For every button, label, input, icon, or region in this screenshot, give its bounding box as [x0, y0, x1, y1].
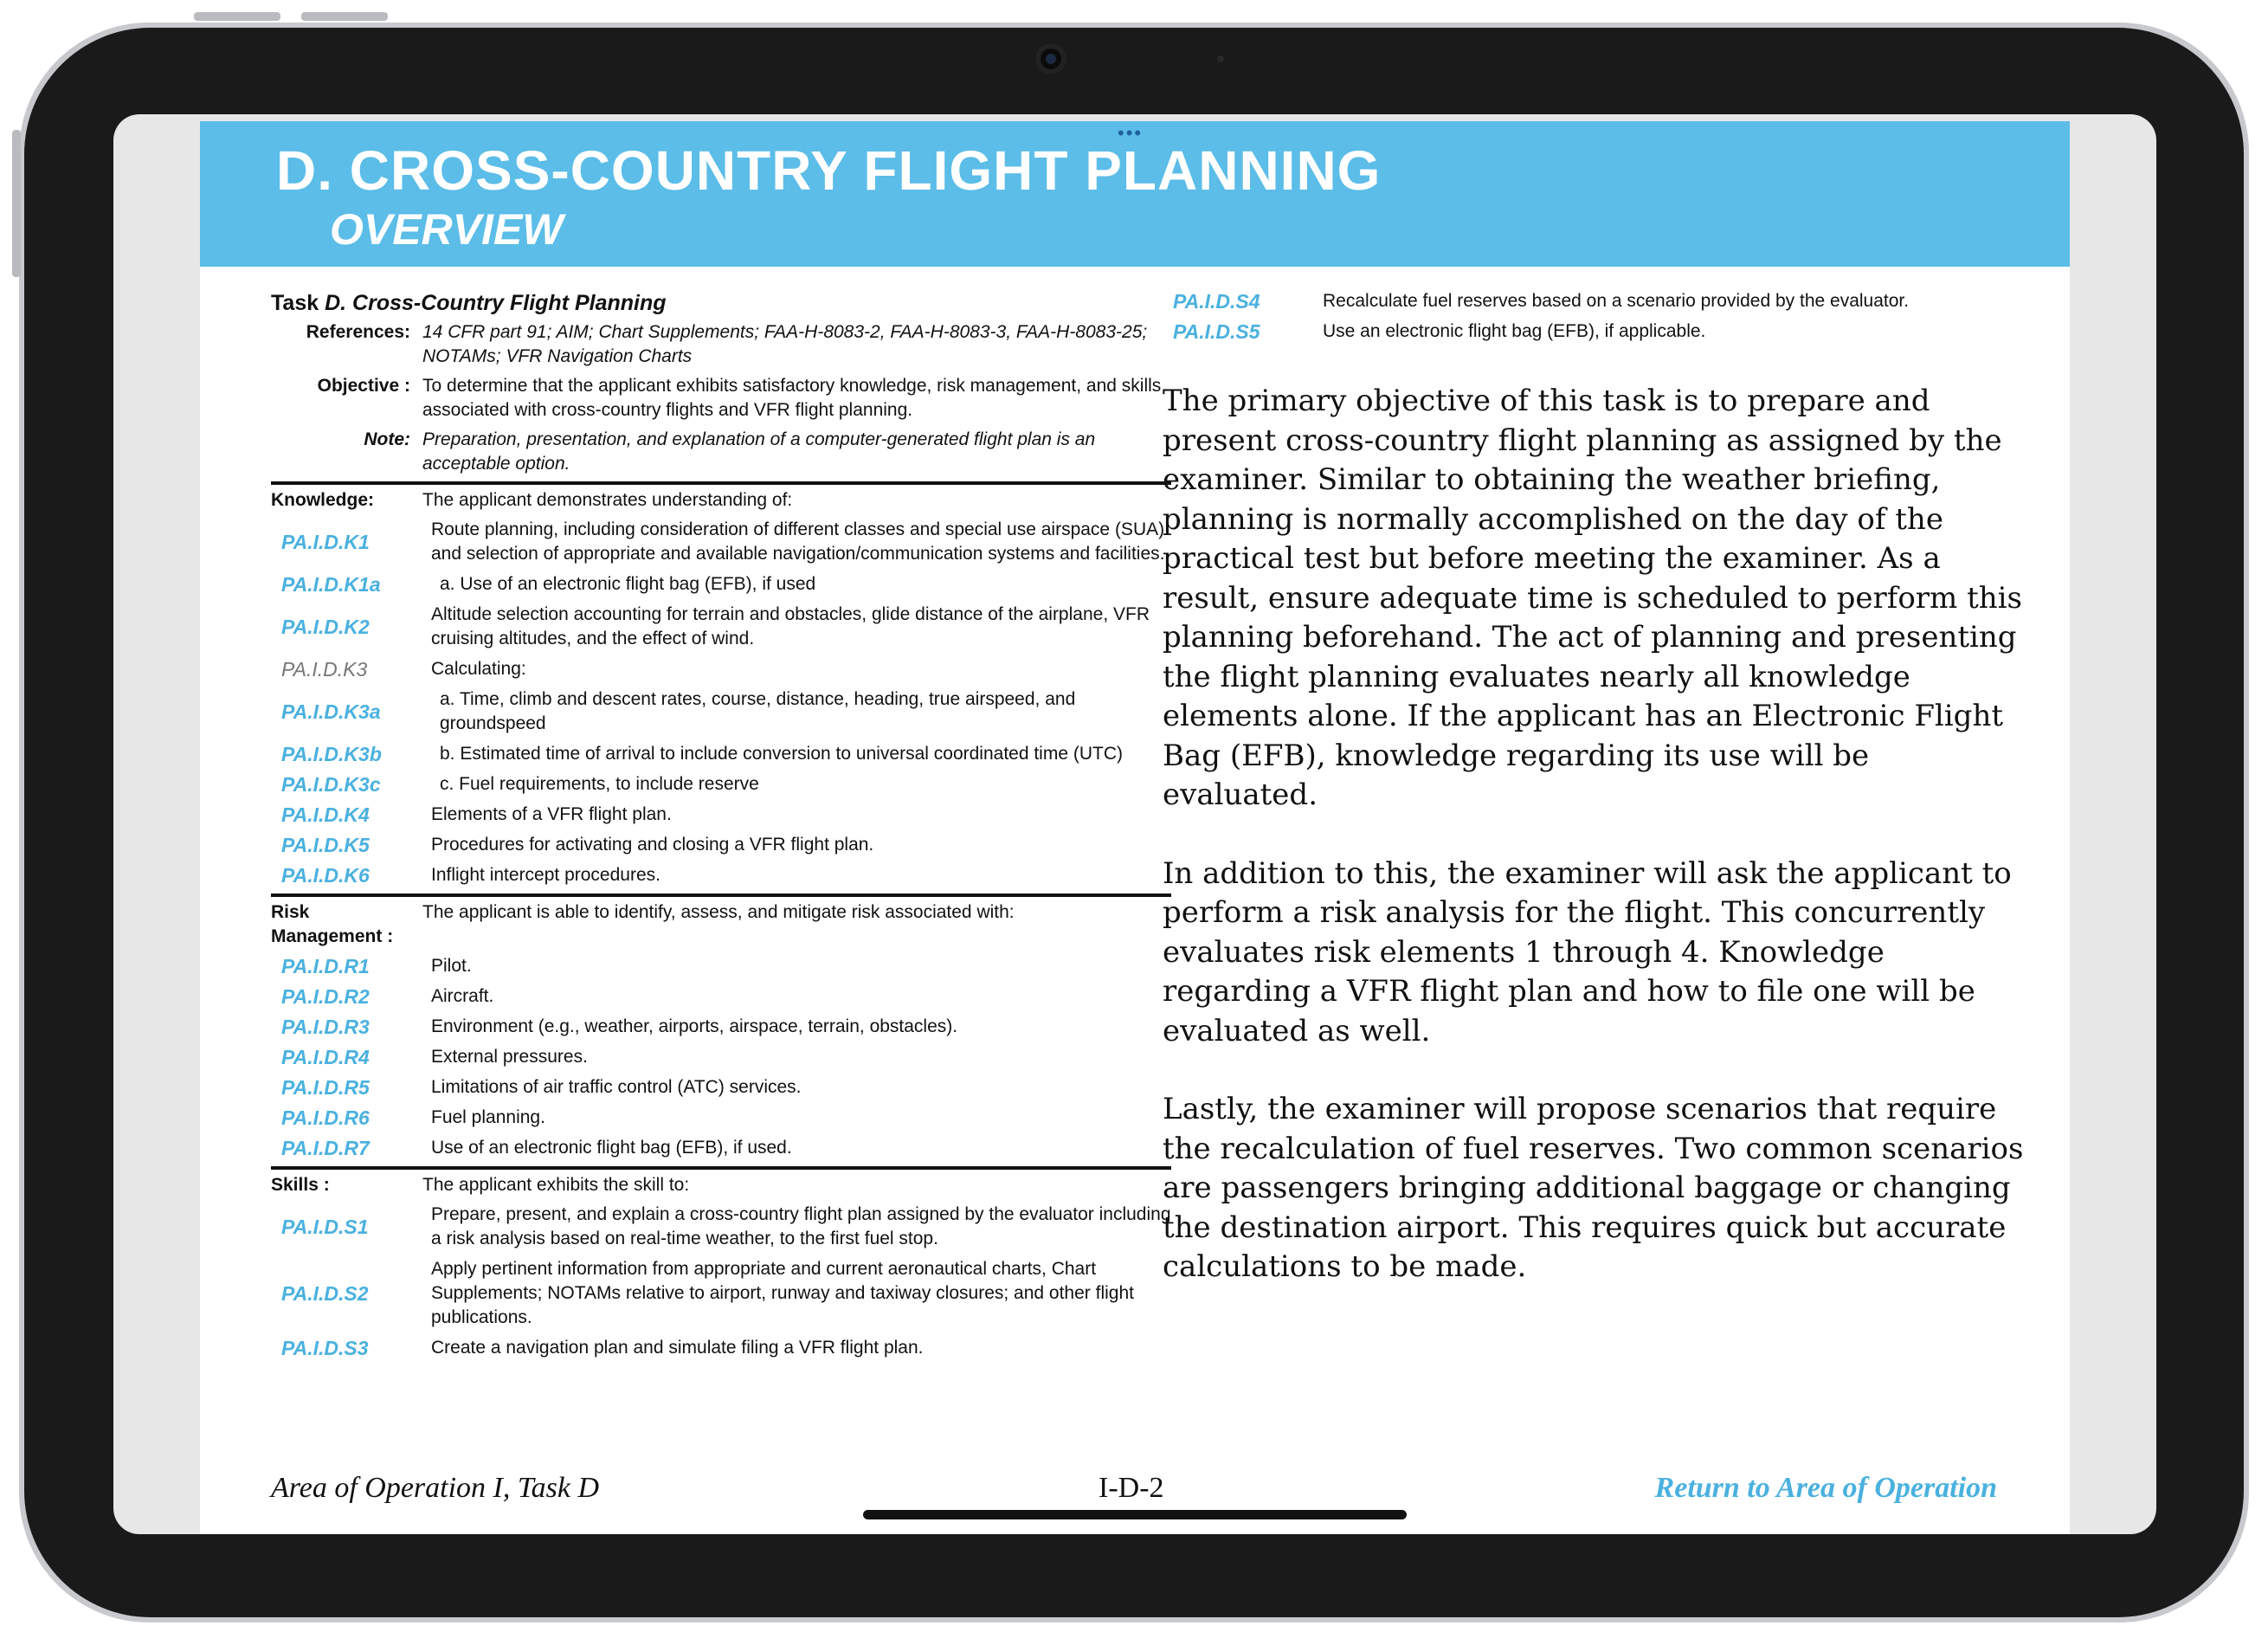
narrative-column — [1163, 289, 2028, 1326]
element-text: Pilot. — [431, 956, 472, 976]
page-subtitle: OVERVIEW — [330, 205, 564, 254]
task-table — [271, 289, 1171, 1366]
skills-header — [271, 1173, 1171, 1197]
home-indicator[interactable] — [863, 1510, 1407, 1519]
element-code-link[interactable]: PA.I.D.R1 — [281, 955, 370, 977]
element-text: a. Use of an electronic flight bag (EFB), if used — [440, 574, 816, 594]
knowledge-item — [271, 742, 1171, 766]
element-code-link[interactable]: PA.I.D.S2 — [281, 1282, 369, 1305]
top-button-left — [194, 12, 280, 21]
element-text: Calculating: — [431, 659, 526, 679]
element-code-link[interactable]: PA.I.D.K1 — [281, 531, 370, 553]
risk-intro: The applicant is able to identify, assess, and mitigate risk associated with: — [422, 902, 1015, 922]
element-text: Route planning, including consideration of different classes and special use airspace (SUA) and selection of appropriate and available navigation/communication systems and facilities. — [431, 519, 1165, 564]
risk-item — [271, 1106, 1171, 1130]
skills-section — [271, 1166, 1171, 1360]
more-options-icon[interactable]: ••• — [1118, 122, 1144, 144]
element-text: Apply pertinent information from appropriate and current aeronautical charts, Chart Supplements; NOTAMs relative to airport, runway and taxiway closures; and other flight publications. — [431, 1259, 1134, 1327]
objective-value: To determine that the applicant exhibits satisfactory knowledge, risk management, and skills associated with cross-country flights and VFR flight planning. — [422, 376, 1162, 420]
element-text: Prepare, present, and explain a cross-country flight plan assigned by the evaluator including a risk analysis based on real-time weather, to the first fuel stop. — [431, 1204, 1171, 1248]
title-banner — [200, 121, 2070, 267]
element-text: c. Fuel requirements, to include reserve — [440, 774, 759, 794]
element-code-link[interactable]: PA.I.D.R5 — [281, 1076, 370, 1099]
knowledge-header — [271, 488, 1171, 513]
note-value: Preparation, presentation, and explanation of a computer-generated flight plan is an acceptable option. — [422, 429, 1096, 474]
element-text: Aircraft. — [431, 986, 494, 1006]
element-text: Procedures for activating and closing a VFR flight plan. — [431, 835, 874, 855]
paragraph: The primary objective of this task is to prepare and present cross-country flight planning as assigned by the examiner. Similar to obtaining the weather briefing, planning is normally accomplished on the day of the practical test but before meeting the examiner. As a result, ensure adequate time is scheduled to perform this planning beforehand. The act of planning and presenting the flight planning evaluates nearly all knowledge elements alone. If the applicant has an Electronic Flight Bag (EFB), knowledge regarding its use will be evaluated. — [1163, 384, 2022, 812]
element-code-link[interactable]: PA.I.D.K3b — [281, 743, 382, 765]
element-text: Recalculate fuel reserves based on a scenario provided by the evaluator. — [1323, 291, 1910, 311]
risk-item — [271, 1075, 1171, 1100]
element-text: Use of an electronic flight bag (EFB), if used. — [431, 1138, 792, 1158]
element-code-link[interactable]: PA.I.D.S1 — [281, 1216, 369, 1238]
footer-area-label: Area of Operation I, Task D — [271, 1472, 600, 1504]
element-code-link[interactable]: PA.I.D.K4 — [281, 803, 370, 826]
risk-item — [271, 1015, 1171, 1039]
risk-header — [271, 900, 1171, 949]
element-code-link[interactable]: PA.I.D.S3 — [281, 1337, 369, 1359]
paragraph: Lastly, the examiner will propose scenarios that require the recalculation of fuel reserves. Two common scenarios are passengers bringing additional baggage or changing the destination airport. This requires quick but accurate calculations to be made. — [1163, 1092, 2024, 1284]
element-code-link[interactable]: PA.I.D.K5 — [281, 834, 370, 856]
screen — [113, 114, 2156, 1534]
objective-row — [271, 374, 1171, 423]
front-camera — [1035, 43, 1066, 74]
task-prefix: Task — [271, 291, 319, 315]
knowledge-label: Knowledge: — [271, 490, 374, 510]
task-name: D. Cross-Country Flight Planning — [325, 291, 667, 315]
page-number: I-D-2 — [1099, 1472, 1164, 1504]
element-text: Altitude selection accounting for terrain and obstacles, glide distance of the airplane, VFR cruising altitudes, and the effect of wind. — [431, 604, 1150, 648]
knowledge-intro: The applicant demonstrates understanding of: — [422, 490, 793, 510]
element-code-link[interactable]: PA.I.D.S5 — [1173, 320, 1260, 343]
element-code-link[interactable]: PA.I.D.K1a — [281, 573, 381, 596]
element-text: Fuel planning. — [431, 1107, 545, 1127]
note-row — [271, 428, 1171, 476]
knowledge-section — [271, 481, 1171, 887]
skills-continued — [1163, 289, 2028, 344]
element-code-link[interactable]: PA.I.D.R4 — [281, 1046, 370, 1068]
element-text: a. Time, climb and descent rates, course, distance, heading, true airspeed, and groundspeed — [440, 689, 1076, 733]
knowledge-item — [271, 518, 1171, 566]
element-code-link[interactable]: PA.I.D.R2 — [281, 985, 370, 1008]
element-text: Inflight intercept procedures. — [431, 865, 660, 885]
task-heading — [271, 289, 1171, 317]
knowledge-item — [271, 772, 1171, 797]
skills-label: Skills : — [271, 1175, 330, 1195]
risk-item — [271, 1045, 1171, 1069]
element-text: Use an electronic flight bag (EFB), if applicable. — [1323, 321, 1706, 341]
knowledge-item — [271, 603, 1171, 651]
objective-label: Objective : — [317, 376, 410, 396]
element-code-link[interactable]: PA.I.D.K6 — [281, 864, 370, 887]
element-code-link[interactable]: PA.I.D.R7 — [281, 1137, 370, 1159]
element-text: Limitations of air traffic control (ATC) services. — [431, 1077, 802, 1097]
risk-section — [271, 893, 1171, 1160]
skills-item — [271, 1257, 1171, 1330]
element-text: External pressures. — [431, 1047, 588, 1067]
references-row — [271, 320, 1171, 369]
risk-label: Risk Management : — [271, 902, 394, 946]
paragraph: In addition to this, the examiner will ask the applicant to perform a risk analysis for the flight. This concurrently evaluates risk elements 1 through 4. Knowledge regarding a VFR flight plan and how to file one will be evaluated as well. — [1163, 855, 2012, 1048]
note-label: Note: — [364, 429, 410, 449]
element-code-link[interactable]: PA.I.D.K2 — [281, 616, 370, 638]
element-code-link[interactable]: PA.I.D.K3a — [281, 700, 381, 723]
element-code-link[interactable]: PA.I.D.S4 — [1173, 290, 1260, 313]
side-button — [12, 130, 21, 277]
ambient-sensor — [1217, 55, 1224, 62]
references-label: References: — [306, 322, 410, 342]
element-code-link[interactable]: PA.I.D.R3 — [281, 1016, 370, 1038]
skills-intro: The applicant exhibits the skill to: — [422, 1175, 690, 1195]
knowledge-item — [271, 657, 1171, 681]
page-title: D. CROSS-COUNTRY FLIGHT PLANNING — [276, 139, 1382, 202]
element-code: PA.I.D.K3 — [281, 658, 368, 681]
references-value: 14 CFR part 91; AIM; Chart Supplements; FAA-H-8083-2, FAA-H-8083-3, FAA-H-8083-25; NOTAMs; VFR Navigation Charts — [422, 322, 1148, 366]
element-code-link[interactable]: PA.I.D.K3c — [281, 773, 381, 796]
knowledge-item — [271, 803, 1171, 827]
skills-item — [1163, 319, 2028, 344]
knowledge-item — [271, 572, 1171, 597]
element-text: b. Estimated time of arrival to include conversion to universal coordinated time (UTC) — [440, 744, 1123, 764]
element-code-link[interactable]: PA.I.D.R6 — [281, 1106, 370, 1129]
element-text: Environment (e.g., weather, airports, airspace, terrain, obstacles). — [431, 1016, 958, 1036]
element-text: Elements of a VFR flight plan. — [431, 804, 672, 824]
risk-item — [271, 984, 1171, 1009]
element-text: Create a navigation plan and simulate filing a VFR flight plan. — [431, 1338, 924, 1358]
return-to-area-link[interactable]: Return to Area of Operation — [1654, 1472, 1997, 1504]
document-page[interactable] — [200, 121, 2070, 1534]
risk-item — [271, 954, 1171, 978]
knowledge-item — [271, 687, 1171, 736]
top-button-right — [301, 12, 388, 21]
skills-item — [271, 1203, 1171, 1251]
skills-item — [1163, 289, 2028, 313]
risk-item — [271, 1136, 1171, 1160]
overview-text — [1163, 382, 2028, 1287]
knowledge-item — [271, 833, 1171, 857]
skills-item — [271, 1336, 1171, 1360]
knowledge-item — [271, 863, 1171, 887]
